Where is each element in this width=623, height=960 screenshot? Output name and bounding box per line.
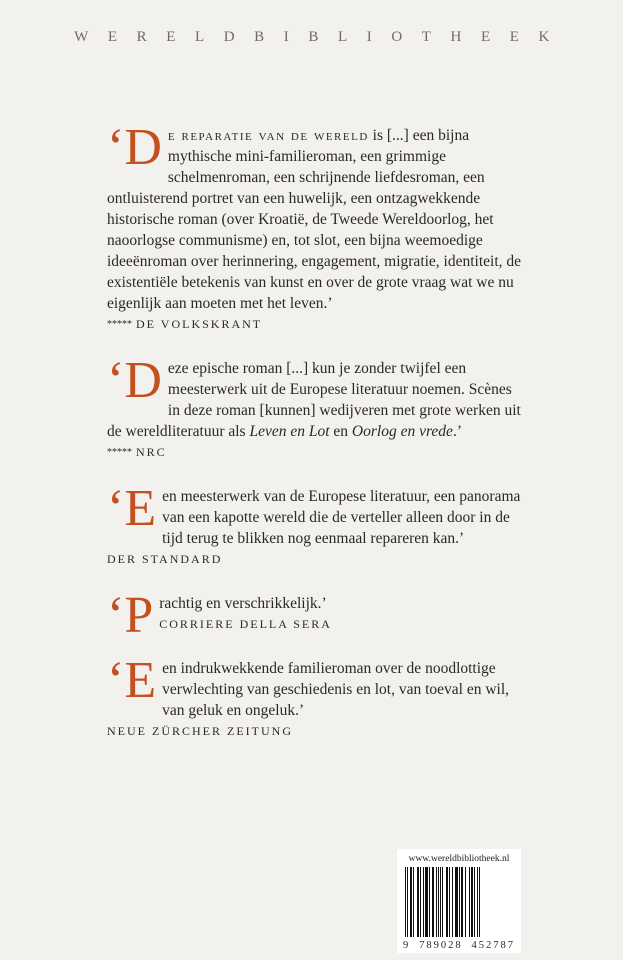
publisher-imprint: WERELDBIBLIOTHEEK — [74, 29, 569, 45]
quote-source: CORRIERE DELLA SERA — [159, 617, 332, 631]
quote-text: ‘P rachtig en verschrikkelijk.’ — [107, 587, 327, 644]
review-quote-nrc — [107, 352, 527, 460]
quote-text: ‘E en indrukwekkende familieroman over de noodlottige verwlechting van geschiedenis en lot, van toeval en wil, van geluk en ongeluk.’ — [107, 652, 510, 719]
star-rating: ***** — [107, 319, 132, 330]
dropcap: ‘P — [107, 587, 154, 644]
quote-source: NEUE ZÜRCHER ZEITUNG — [107, 724, 293, 738]
review-quote-corriere — [107, 587, 527, 644]
review-quote-nzz — [107, 652, 527, 739]
isbn-digits: 9 789028 452787 — [403, 940, 515, 951]
review-quote-volkskrant — [107, 119, 527, 332]
isbn-barcode — [397, 849, 521, 953]
barcode-bars — [405, 867, 513, 937]
quote-source: DER STANDARD — [107, 552, 223, 566]
star-rating: ***** — [107, 447, 132, 458]
quote-text: ‘E en meesterwerk van de Europese literatuur, een panorama van een kapotte wereld die de verteller alleen door in de tijd terug te blikken nog eenmaal repareren kan.’ — [107, 480, 521, 547]
review-quotes — [107, 119, 527, 765]
dropcap: ‘E — [107, 652, 157, 709]
quote-text: ‘D e reparatie van de wereld is [...] een bijna mythische mini-familieroman, een grimmige schelmenroman, een schrijnende liefdesroman, een ontluisterend portret van een huwelijk, een ontzagwekkende historische roman (over Kroatië, de Tweede Wereldoorlog, het naoorlogse communisme) en, tot slot, een bijna weemoedige ideeënroman over herinnering, engagement, migratie, identiteit, de existentiële betekenis van kunst en over de grote vraag wat we nu eigenlijk aan moeten met het leven.’ — [107, 119, 522, 312]
dropcap: ‘D — [107, 352, 162, 409]
dropcap: ‘E — [107, 480, 157, 537]
publisher-url: www.wereldbibliotheek.nl — [408, 854, 510, 864]
quote-text: ‘D eze epische roman [...] kun je zonder twijfel een meesterwerk uit de Europese literatuur noemen. Scènes in deze roman [kunnen] wedijveren met grote werken uit de wereldliteratuur als Leven en Lot en Oorlog en vrede.’ — [107, 352, 521, 440]
review-quote-der-standard — [107, 480, 527, 567]
dropcap: ‘D — [107, 119, 162, 176]
quote-source: ***** DE VOLKSKRANT — [107, 317, 263, 331]
book-title-smallcaps: e reparatie van de wereld — [167, 127, 369, 144]
quote-source: ***** NRC — [107, 445, 167, 459]
